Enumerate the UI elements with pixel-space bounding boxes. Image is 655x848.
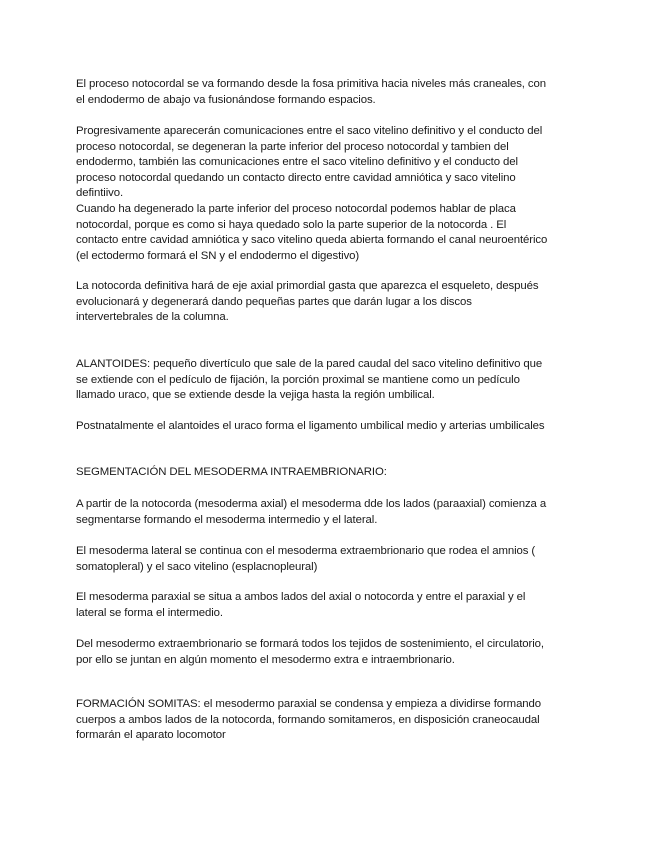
- text-line: se extiende con el pedículo de fijación, la porción proximal se mantiene como un pedículo: [76, 373, 520, 386]
- text-line: contacto entre cavidad amniótica y saco vitelino queda abierta formando el canal neuroentérico: [76, 234, 548, 247]
- text-line: por ello se juntan en algún momento el mesodermo extra e intraembrionario.: [76, 653, 455, 666]
- text-line: Cuando ha degenerado la parte inferior del proceso notocordal podemos hablar de placa: [76, 202, 516, 215]
- text-line: intervertebrales de la columna.: [76, 311, 229, 324]
- text-line: evolucionará y degenerará dando pequeñas partes que darán lugar a los discos: [76, 295, 472, 308]
- text-line: formarán el aparato locomotor: [76, 729, 226, 742]
- text-line: cuerpos a ambos lados de la notocorda, formando somitameros, en disposición craneocaudal: [76, 713, 540, 726]
- section-heading-segmentation: [76, 465, 596, 481]
- text-line: FORMACIÓN SOMITAS: el mesodermo paraxial se condensa y empieza a dividirse formando: [76, 698, 542, 710]
- text-line: el endodermo de abajo va fusionándose formando espacios.: [76, 93, 376, 106]
- text-line: SEGMENTACIÓN DEL MESODERMA INTRAEMBRIONARIO:: [76, 466, 387, 478]
- text-line: proceso notocordal quedando un contacto directo entre cavidad amniótica y saco vitelino: [76, 171, 516, 184]
- text-line: notocordal, porque es como si haya quedado solo la parte superior de la notocorda . El: [76, 218, 507, 231]
- paragraph-allantois: [76, 357, 596, 404]
- text-line: proceso notocordal, se degeneran la parte inferior del proceso notocordal y tambien del: [76, 140, 509, 153]
- text-line: endodermo, también las comunicaciones entre el saco vitelino definitivo y el conducto del: [76, 156, 518, 169]
- text-line: A partir de la notocorda (mesoderma axial) el mesoderma dde los lados (paraaxial) comienza a: [76, 498, 547, 510]
- paragraph-extraembryonic: [76, 637, 596, 668]
- paragraph-paraxial-segmentation: [76, 497, 596, 528]
- text-line: Postnatalmente el alantoides el uraco forma el ligamento umbilical medio y arterias umbilicales: [76, 420, 545, 432]
- paragraph-definitive-notochord: [76, 279, 596, 326]
- paragraph-lateral-mesoderm: [76, 544, 596, 575]
- text-line: El proceso notocordal se va formando desde la fosa primitiva hacia niveles más craneales, con: [76, 78, 546, 90]
- text-line: llamado uraco, que se extiende desde la vejiga hasta la región umbilical.: [76, 389, 435, 402]
- paragraph-notochord-process: [76, 77, 596, 108]
- text-line: segmentarse formando el mesoderma intermedio y el lateral.: [76, 513, 378, 526]
- paragraph-postnatal: [76, 419, 596, 435]
- text-line: lateral se forma el intermedio.: [76, 606, 223, 619]
- text-line: Del mesodermo extraembrionario se formará todos los tejidos de sostenimiento, el circulatorio,: [76, 638, 544, 650]
- text-line: ALANTOIDES: pequeño divertículo que sale de la pared caudal del saco vitelino definitivo que: [76, 358, 543, 370]
- text-line: La notocorda definitiva hará de eje axial primordial gasta que aparezca el esqueleto, después: [76, 280, 539, 292]
- text-line: somatopleral) y el saco vitelino (esplacnopleural): [76, 560, 318, 573]
- text-line: Progresivamente aparecerán comunicaciones entre el saco vitelino definitivo y el conducto del: [76, 125, 543, 137]
- paragraph-somite-formation: [76, 697, 596, 744]
- text-line: El mesoderma lateral se continua con el mesoderma extraembrionario que rodea el amnios (: [76, 545, 536, 557]
- text-line: defintiivo.: [76, 187, 124, 200]
- text-line: El mesoderma paraxial se situa a ambos lados del axial o notocorda y entre el paraxial y el: [76, 591, 526, 603]
- paragraph-communications: [76, 124, 596, 264]
- text-line: (el ectodermo formará el SN y el endodermo el digestivo): [76, 249, 360, 262]
- paragraph-paraxial-mesoderm: [76, 590, 596, 621]
